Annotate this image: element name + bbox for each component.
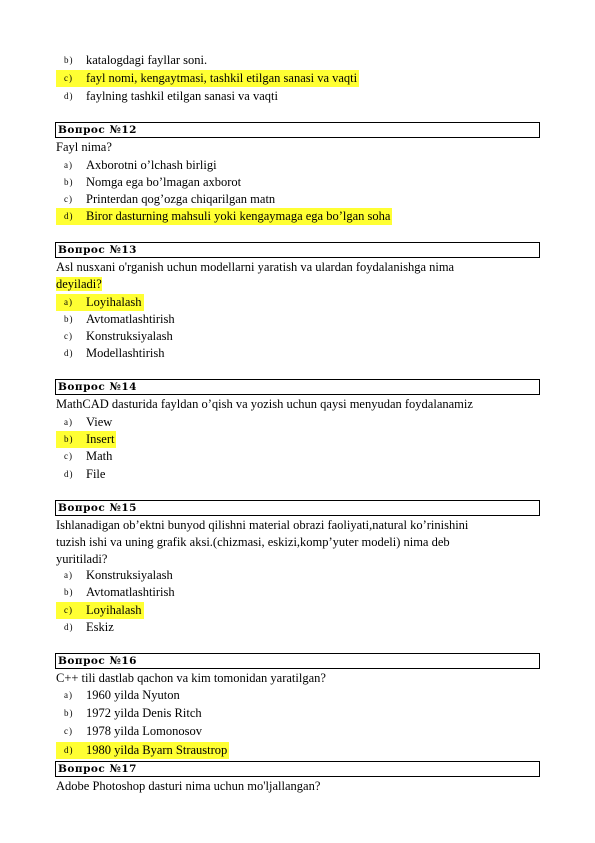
option-c[interactable] [56, 448, 114, 465]
option-letter: a) [64, 417, 73, 427]
option-text: Eskiz [86, 620, 114, 634]
option-letter: d) [56, 742, 86, 759]
option-letter: a) [64, 160, 73, 170]
option-text: Biror dasturning mahsuli yoki kengaymaga ega bo’lgan soha [86, 209, 391, 223]
option-d-correct[interactable] [56, 208, 392, 225]
option-letter: a) [64, 690, 73, 700]
option-c[interactable] [56, 191, 277, 208]
question-header: Вопрос №15 [55, 500, 540, 516]
option-a-correct[interactable] [56, 294, 144, 311]
question-header: Вопрос №13 [55, 242, 540, 258]
option-letter: b) [64, 55, 74, 65]
option-text: faylning tashkil etilgan sanasi va vaqti [86, 89, 278, 103]
option-text: Modellashtirish [86, 346, 165, 360]
option-c-correct[interactable] [56, 70, 359, 87]
option-letter: d) [56, 208, 86, 225]
question-text-line-highlighted: deyiladi? [56, 277, 102, 291]
option-text: 1978 yilda Lomonosov [86, 724, 202, 738]
option-text: Konstruksiyalash [86, 568, 173, 582]
option-letter: d) [64, 91, 74, 101]
option-text: Avtomatlashtirish [86, 585, 175, 599]
option-letter: b) [64, 177, 74, 187]
question-text: Adobe Photoshop dasturi nima uchun mo'ljallangan? [56, 779, 321, 793]
option-letter: b) [64, 708, 74, 718]
option-letter: a) [56, 294, 86, 311]
question-text: C++ tili dastlab qachon va kim tomonidan yaratilgan? [56, 671, 326, 685]
option-b[interactable] [56, 52, 209, 69]
question-text-line: Ishlanadigan ob’ektni bunyod qilishni material obrazi faoliyati,natural ko’rinishini [56, 518, 469, 532]
question-header: Вопрос №16 [55, 653, 540, 669]
option-text: Insert [86, 432, 115, 446]
option-b[interactable] [56, 584, 177, 601]
option-b[interactable] [56, 311, 177, 328]
option-d[interactable] [56, 345, 166, 362]
option-a[interactable] [56, 567, 175, 584]
option-letter: c) [56, 602, 86, 619]
option-text: View [86, 415, 113, 429]
option-letter: b) [56, 431, 86, 448]
option-b[interactable] [56, 174, 243, 191]
question-text [56, 517, 526, 568]
option-letter: c) [64, 331, 73, 341]
option-text: fayl nomi, kengaytmasi, tashkil etilgan sanasi va vaqti [86, 71, 358, 85]
option-letter: c) [64, 194, 73, 204]
option-b[interactable] [56, 705, 204, 722]
option-text: katalogdagi fayllar soni. [86, 53, 208, 67]
option-d[interactable] [56, 619, 116, 636]
option-d[interactable] [56, 88, 280, 105]
option-letter: d) [64, 469, 74, 479]
option-text: Konstruksiyalash [86, 329, 173, 343]
option-letter: b) [64, 314, 74, 324]
option-letter: c) [64, 726, 73, 736]
question-header: Вопрос №14 [55, 379, 540, 395]
option-letter: a) [64, 570, 73, 580]
option-text: Loyihalash [86, 295, 142, 309]
option-c[interactable] [56, 723, 204, 740]
option-letter: d) [64, 348, 74, 358]
option-b-correct[interactable] [56, 431, 116, 448]
option-letter: d) [64, 622, 74, 632]
option-text: Printerdan qog’ozga chiqarilgan matn [86, 192, 276, 206]
option-text: Math [86, 449, 113, 463]
question-text: Fayl nima? [56, 140, 112, 154]
option-d-correct[interactable] [56, 742, 229, 759]
option-d[interactable] [56, 466, 107, 483]
question-text [56, 259, 526, 293]
option-letter: c) [64, 451, 73, 461]
option-c[interactable] [56, 328, 175, 345]
option-letter: b) [64, 587, 74, 597]
option-text: Loyihalash [86, 603, 142, 617]
option-text: 1972 yilda Denis Ritch [86, 706, 202, 720]
option-text: 1980 yilda Byarn Straustrop [86, 743, 228, 757]
option-text: Avtomatlashtirish [86, 312, 175, 326]
option-letter: c) [56, 70, 86, 87]
question-header: Вопрос №17 [55, 761, 540, 777]
question-text-line: tuzish ishi va uning grafik aksi.(chizmasi, eskizi,komp’yuter modeli) nima deb [56, 535, 450, 549]
question-text-line: yuritiladi? [56, 552, 108, 566]
option-text: 1960 yilda Nyuton [86, 688, 180, 702]
option-a[interactable] [56, 414, 114, 431]
option-c-correct[interactable] [56, 602, 144, 619]
option-text: Axborotni o’lchash birligi [86, 158, 217, 172]
question-text: MathCAD dasturida fayldan o’qish va yozish uchun qaysi menyudan foydalanamiz [56, 397, 473, 411]
question-header: Вопрос №12 [55, 122, 540, 138]
option-a[interactable] [56, 157, 219, 174]
option-text: Nomga ega bo’lmagan axborot [86, 175, 242, 189]
option-a[interactable] [56, 687, 182, 704]
option-text: File [86, 467, 106, 481]
question-text-line: Asl nusxani o'rganish uchun modellarni yaratish va ulardan foydalanishga nima [56, 260, 455, 274]
